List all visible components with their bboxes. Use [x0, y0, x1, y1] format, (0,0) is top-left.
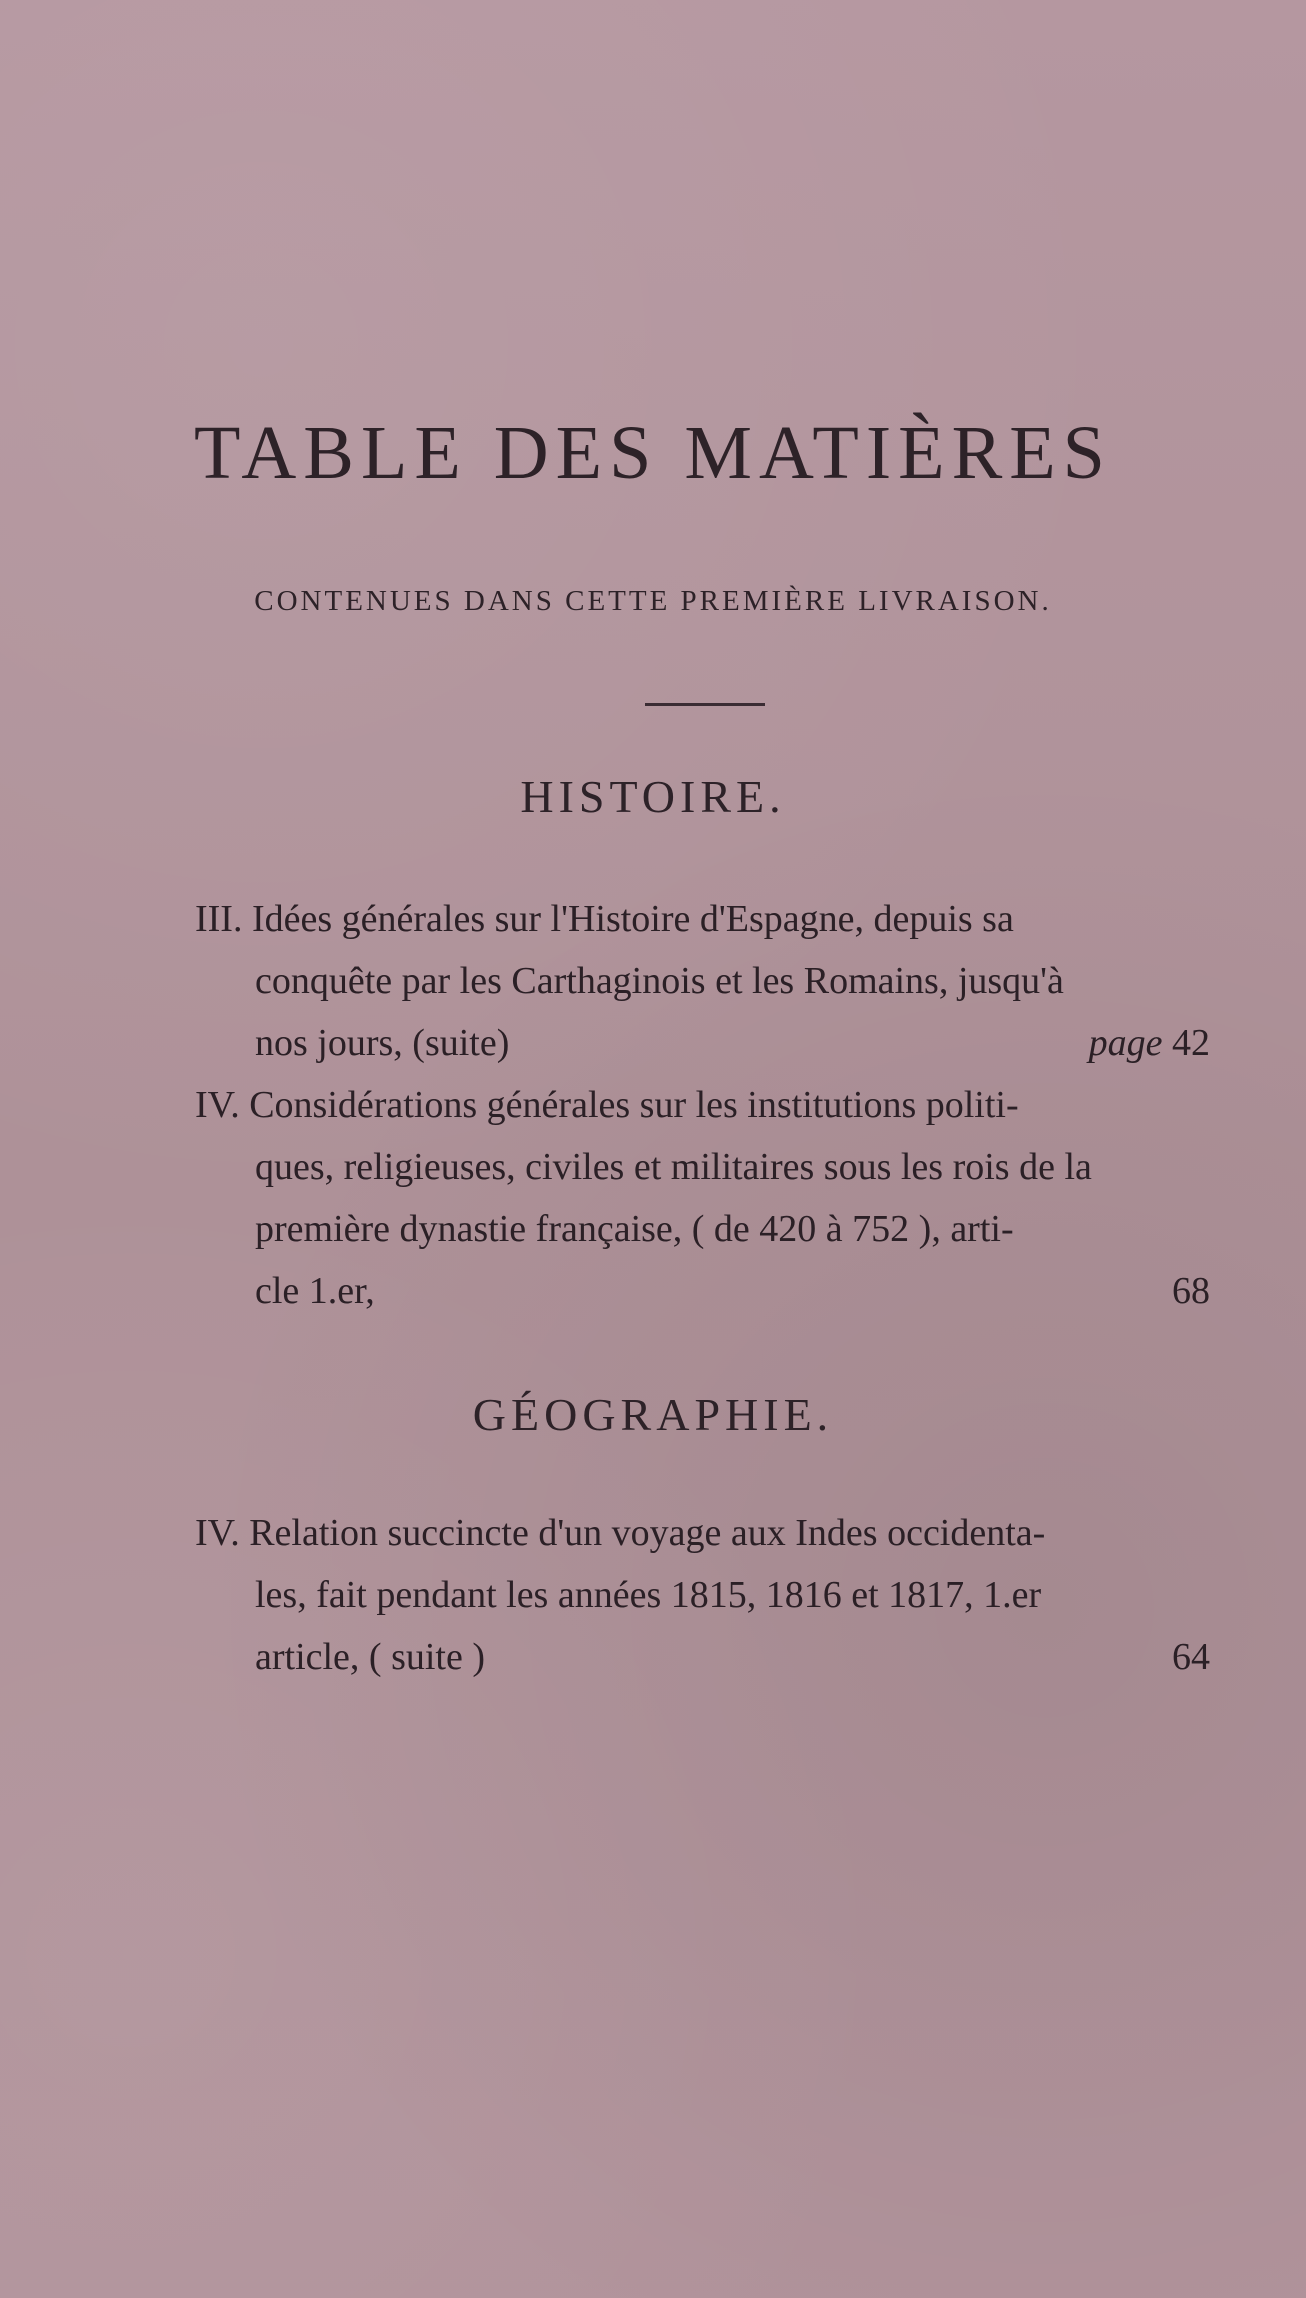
entry-line: les, fait pendant les années 1815, 1816 et 1817, 1.er: [255, 1574, 1042, 1616]
toc-entry-geographie-iv: [195, 1502, 1210, 1688]
entry-text: Considérations générales sur les institutions politi-: [249, 1084, 1019, 1126]
entry-text: Relation succincte d'un voyage aux Indes occidenta-: [249, 1512, 1046, 1554]
page-subtitle: CONTENUES DANS CETTE PREMIÈRE LIVRAISON.: [254, 585, 1052, 617]
page-number: 64: [1172, 1636, 1210, 1678]
page-label: page: [1088, 1022, 1163, 1064]
entry-text: Idées générales sur l'Histoire d'Espagne, depuis sa: [251, 898, 1014, 940]
entry-line: [195, 888, 1210, 950]
entry-number: IV.: [195, 1512, 240, 1554]
entry-text: nos jours, (suite): [255, 1022, 510, 1064]
divider-rule: [645, 703, 765, 706]
page-title: TABLE DES MATIÈRES: [194, 411, 1112, 495]
entry-page: [1172, 1626, 1210, 1688]
section-heading-histoire: HISTOIRE.: [520, 771, 786, 822]
entry-page: [1089, 1012, 1210, 1074]
page-number: 42: [1172, 1022, 1210, 1064]
entry-page: [1172, 1260, 1210, 1322]
section-heading-geographie: GÉOGRAPHIE.: [472, 1389, 834, 1440]
toc-entry-histoire-iv: [195, 1074, 1210, 1322]
entry-line: [195, 1260, 1210, 1322]
entry-number: III.: [195, 898, 243, 940]
entry-line: conquête par les Carthaginois et les Romains, jusqu'à: [255, 960, 1064, 1002]
toc-entry-histoire-iii: [195, 888, 1210, 1074]
entry-line: première dynastie française, ( de 420 à 752 ), arti-: [255, 1208, 1014, 1250]
page-number: 68: [1172, 1270, 1210, 1312]
entry-line: ques, religieuses, civiles et militaires sous les rois de la: [255, 1146, 1092, 1188]
entry-text: cle 1.er,: [255, 1270, 375, 1312]
entry-line: [195, 1626, 1210, 1688]
entry-text: article, ( suite ): [255, 1636, 486, 1678]
entry-line: [195, 1502, 1210, 1564]
entry-line: [195, 1074, 1210, 1136]
entry-number: IV.: [195, 1084, 240, 1126]
entry-line: [195, 1012, 1210, 1074]
